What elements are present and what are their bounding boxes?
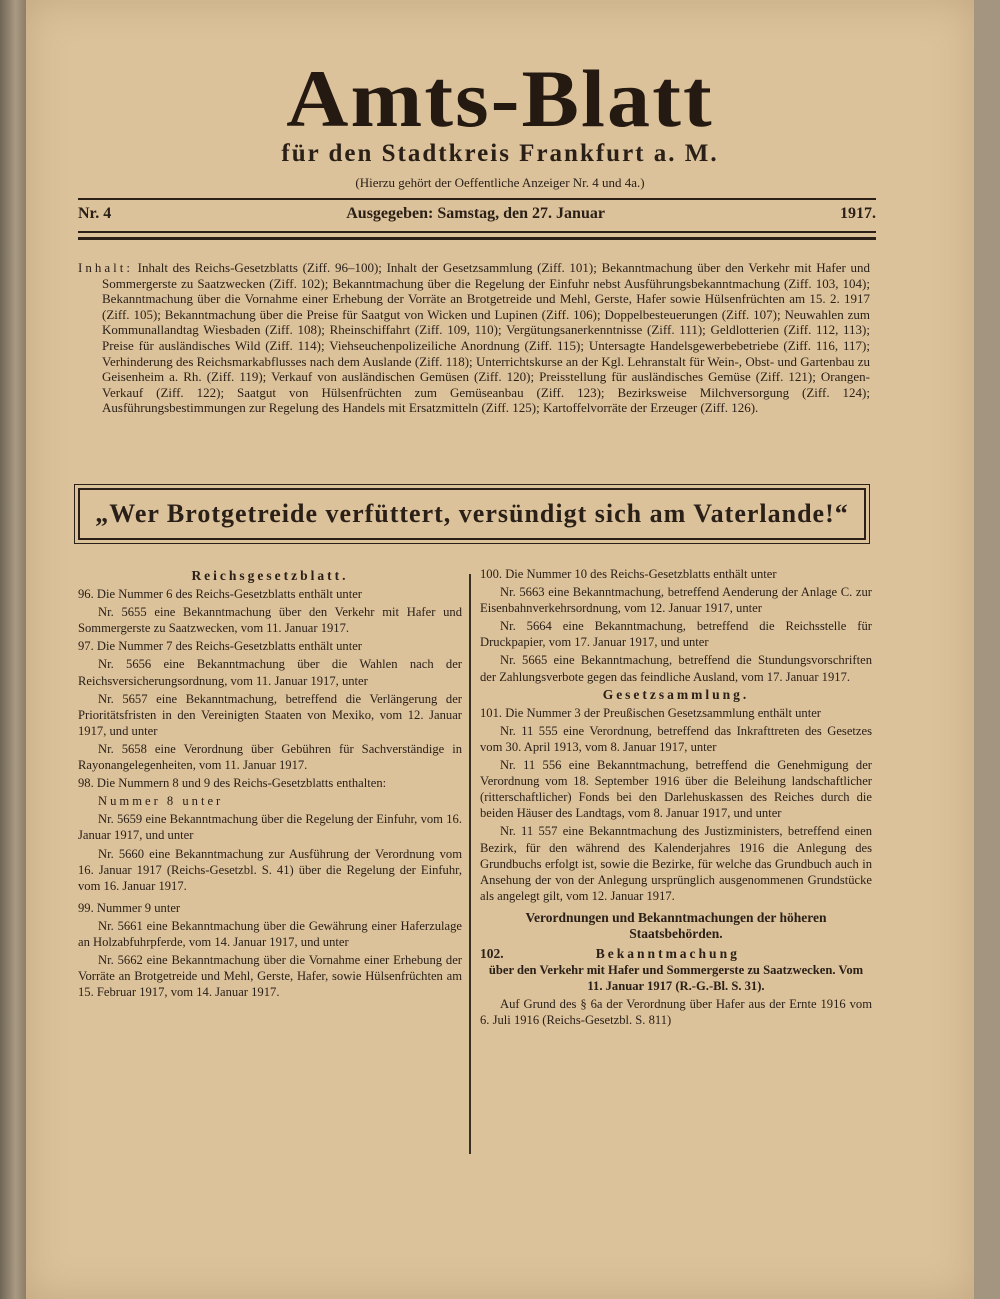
paragraph: Nr. 5659 eine Bekanntmachung über die Regelung der Einfuhr, vom 16. Januar 1917, und unter [78, 812, 462, 843]
right-column [480, 566, 872, 1031]
paragraph: Nr. 5660 eine Bekanntmachung zur Ausführung der Verordnung vom 16. Januar 1917 (Reichs-Gesetzbl. S. 41) über die Regelung der Einfuhr, vom 16. Januar 1917. [78, 846, 462, 893]
divider [78, 198, 876, 200]
paragraph: 101. Die Nummer 3 der Preußischen Gesetzsammlung enthält unter [480, 705, 821, 720]
announcement-number: 102. [480, 946, 504, 962]
paragraph: Nr. 11 555 eine Verordnung, betreffend das Inkrafttreten des Gesetzes vom 30. April 1913, vom 8. Januar 1917, unter [480, 723, 872, 754]
paragraph: Nr. 11 556 eine Bekanntmachung, betreffend die Genehmigung der Verordnung vom 18. September 1916 über die Beleihung landschaftlicher (ritterschaftlicher) Fonds bei den Darlehuskassen des Reiches durch die beiden Häuser des Landtags, vom 8. Januar 1917, und unter [480, 758, 872, 821]
motto-box: „Wer Brotgetreide verfüttert, versündigt sich am Vaterlande!“ [78, 488, 866, 540]
paragraph: Nr. 5655 eine Bekanntmachung über den Verkehr mit Hafer und Sommergerste zu Saatzwecken, vom 11. Januar 1917. [78, 605, 462, 636]
paragraph: 97. Die Nummer 7 des Reichs-Gesetzblatts enthält unter [78, 639, 362, 654]
left-column [78, 566, 462, 1002]
section-heading: Reichsgesetzblatt. [191, 568, 349, 583]
paragraph: Nr. 5658 eine Verordnung über Gebühren für Sachverständige in Rayonangelegenheiten, vom 11. Januar 1917. [78, 741, 462, 773]
paragraph: Nr. 5657 eine Bekanntmachung, betreffend die Verlängerung der Prioritätsfristen in den Vereinigten Staaten von Mexiko, vom 12. Januar 1917, und unter [78, 691, 462, 738]
paragraph: Nr. 5662 eine Bekanntmachung über die Vornahme einer Erhebung der Vorräte an Brotgetreide und Mehl, Gerste, Hafer, sowie Hülsenfrüchten am 15. Februar 1917, vom 14. Januar 1917. [78, 953, 462, 1000]
paragraph: Nr. 11 557 eine Bekanntmachung des Justizministers, betreffend einen Bezirk, für den während des Kalenderjahres 1916 die Anlegung des Grundbuchs erfolgt ist, sowie die Bezirke, für welche das Grundbuch auch in Ansehung der von der Anlegung ursprünglich ausgenommenen Grundstücke als angelegt gilt, vom 12. Januar 1917. [480, 824, 872, 903]
section-heading: Gesetzsammlung. [602, 686, 750, 702]
masthead-title: Amts-Blatt [286, 53, 714, 144]
paragraph: Auf Grund des § 6a der Verordnung über Hafer aus der Ernte 1916 vom 6. Juli 1916 (Reichs-Gesetzbl. S. 811) [480, 997, 872, 1028]
section-heading: Verordnungen und Bekanntmachungen der höheren Staatsbehörden. [525, 909, 827, 941]
divider [78, 237, 876, 240]
divider [78, 231, 876, 233]
column-divider [469, 574, 471, 1154]
issue-line [78, 205, 876, 223]
masthead-subtitle: für den Stadtkreis Frankfurt a. M. [281, 140, 719, 167]
adjacent-page-edge [0, 0, 26, 1299]
paragraph: 96. Die Nummer 6 des Reichs-Gesetzblatts enthält unter [78, 587, 362, 602]
paragraph: Nummer 8 unter [98, 794, 224, 809]
announcement-header [480, 946, 872, 962]
paragraph: 98. Die Nummern 8 und 9 des Reichs-Gesetzblatts enthalten: [78, 776, 387, 791]
table-of-contents [78, 260, 870, 416]
paragraph: Nr. 5663 eine Bekanntmachung, betreffend Aenderung der Anlage C. zur Eisenbahnverkehrsordnung, vom 12. Januar 1917, unter [480, 585, 872, 616]
paragraph: 99. Nummer 9 unter [78, 900, 181, 915]
masthead-note: (Hierzu gehört der Oeffentliche Anzeiger Nr. 4 und 4a.) [355, 175, 645, 190]
announcement-subtitle: über den Verkehr mit Hafer und Sommergerste zu Saatzwecken. Vom 11. Januar 1917 (R.-G.-Bl. S. 31). [488, 963, 864, 994]
contents-text: Inhalt des Reichs-Gesetzblatts (Ziff. 96–100); Inhalt der Gesetzsammlung (Ziff. 101); Bekanntmachung über den Verkehr mit Hafer und Sommergerste zu Saatzwecken (Ziff. 102); Bekanntmachung über die Regelung der Einfuhr nebst Ausführungsbekanntmachung (Ziff. 103, 104); Bekanntmachung über die Vornahme einer Erhebung der Vorräte an Brotgetreide und Mehl, Gerste, Hafer sowie Hülsenfrüchten am 15. 2. 1917 (Ziff. 105); Bekanntmachung über die Preise für Saatgut von Wicken und Lupinen (Ziff. 106); Doppelbesteuerungen (Ziff. 107); Neuwahlen zum Kommunallandtag Wiesbaden (Ziff. 108); Rheinschiffahrt (Ziff. 109, 110); Vergütungsanerkenntnisse (Ziff. 111); Geldlotterien (Ziff. 112, 113); Preise für ausländisches Wild (Ziff. 114); Viehseuchenpolizeiliche Anordnung (Ziff. 115); Untersagte Handelsgewerbebetriebe (Ziff. 116, 117); Verhinderung des Reichsmarkabflusses nach dem Auslande (Ziff. 118); Unterrichtskurse an der Kgl. Lehranstalt für Wein-, Obst- und Gartenbau zu Geisenheim a. Rh. (Ziff. 119); Verkauf von ausländischen Gemüsen (Ziff. 120); Preisstellung für ausländisches Gemüse (Ziff. 121); Orangen-Verkauf (Ziff. 122); Saatgut von Hülsenfrüchten zum Gemüseanbau (Ziff. 123); Bezirksweise Milchversorgung (Ziff. 124); Ausführungsbestimmungen zur Regelung des Handels mit Ersatzmitteln (Ziff. 125); Kartoffelvorräte der Erzeuger (Ziff. 126). [102, 260, 871, 416]
contents-label: Inhalt: [78, 260, 133, 275]
paragraph: Nr. 5665 eine Bekanntmachung, betreffend die Stundungsvorschriften der Zahlungsverbote gegen das feindliche Ausland, vom 17. Januar 1917. [480, 653, 872, 684]
announcement-title: Bekanntmachung [595, 946, 740, 962]
paragraph: 100. Die Nummer 10 des Reichs-Gesetzblatts enthält unter [480, 567, 777, 581]
paragraph: Nr. 5664 eine Bekanntmachung, betreffend die Reichsstelle für Druckpapier, vom 17. Januar 1917, und unter [480, 619, 872, 650]
document-page [26, 0, 974, 1299]
paragraph: Nr. 5656 eine Bekanntmachung über die Wahlen nach der Reichsversicherungsordnung, vom 11. Januar 1917, unter [78, 657, 462, 688]
issue-year: 1917. [840, 205, 876, 222]
scan-background [974, 0, 1000, 1299]
issue-number: Nr. 4 [78, 205, 112, 222]
issue-date: Ausgegeben: Samstag, den 27. Januar [346, 205, 605, 222]
paragraph: Nr. 5661 eine Bekanntmachung über die Gewährung einer Haferzulage an Holzabfuhrpferde, vom 14. Januar 1917, und unter [78, 918, 462, 949]
